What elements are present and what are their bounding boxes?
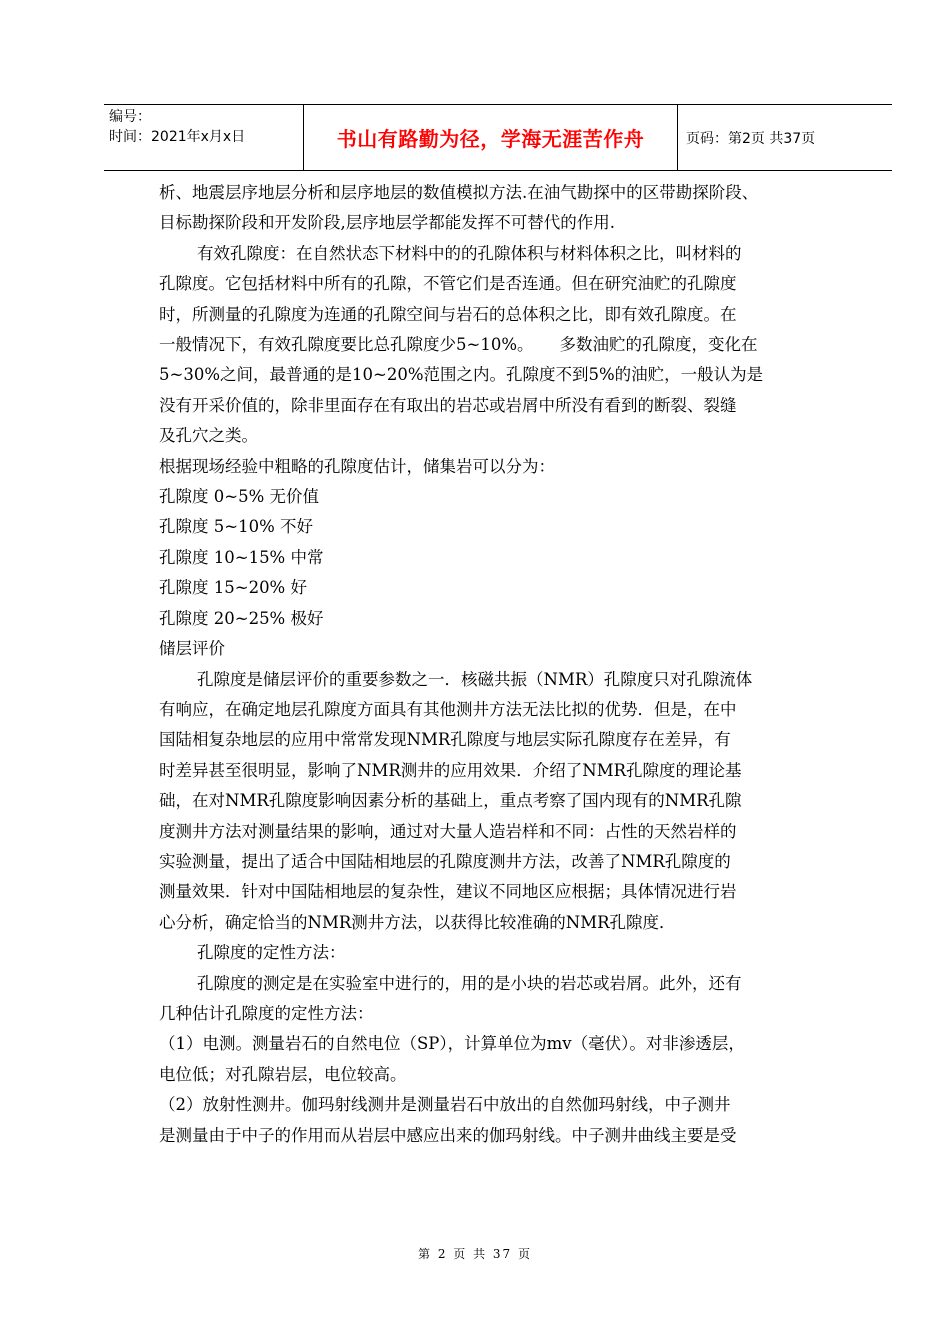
body-line: 是测量由于中子的作用而从岩层中感应出来的伽玛射线。中子测井曲线主要是受 [159,1125,737,1145]
list-item-radioactive-logging: （2）放射性测井。伽玛射线测井是测量岩石中放出的自然伽玛射线，中子测井 [159,1095,731,1115]
body-line: 几种估计孔隙度的定性方法： [159,1003,374,1023]
body-line: 时，所测量的孔隙度为连通的孔隙空间与岩石的总体积之比，即有效孔隙度。在 [159,304,737,324]
page-header [104,104,892,171]
body-line [159,330,833,360]
paragraph-effective-porosity: 有效孔隙度：在自然状态下材料中的的孔隙体积与材料体积之比，叫材料的 [197,243,742,263]
body-line: 测量效果．针对中国陆相地层的复杂性，建议不同地区应根据；具体情况进行岩 [159,882,737,902]
page-footer: 第 2 页 共 37 页 [418,1247,532,1261]
paragraph-lab-measurement: 孔隙度的测定是在实验室中进行的，用的是小块的岩芯或岩屑。此外，还有 [197,973,742,993]
header-meta [104,105,304,170]
document-body [159,178,833,1151]
document-number-label: 编号： [109,109,151,125]
header-motto: 书山有路勤为径，学海无涯苦作舟 [304,105,678,170]
section-heading-reservoir-evaluation: 储层评价 [159,639,225,659]
list-item-electric-logging: （1）电测。测量岩石的自然电位（SP），计算单位为mv（毫伏）。对非渗透层， [159,1034,745,1054]
header-page-info: 页码：第2页 共37页 [686,130,816,147]
body-line: 及孔穴之类。 [159,426,258,446]
body-line: 国陆相复杂地层的应用中常常发现NMR孔隙度与地层实际孔隙度存在差异，有 [159,730,731,750]
body-line-part: 多数油贮的孔隙度，变化在 [559,335,758,355]
body-line: 心分析，确定恰当的NMR测井方法，以获得比较准确的NMR孔隙度． [159,912,676,932]
body-line: 目标勘探阶段和开发阶段,层序地层学都能发挥不可替代的作用. [159,213,615,233]
classification-item: 孔隙度 5~10% 不好 [159,517,313,537]
classification-item: 孔隙度 15~20% 好 [159,578,307,598]
body-line-part: 一般情况下，有效孔隙度要比总孔隙度少5~10%。 [159,335,534,355]
classification-item: 孔隙度 10~15% 中常 [159,547,324,567]
classification-item: 孔隙度 20~25% 极好 [159,608,324,628]
body-line: 电位低；对孔隙岩层，电位较高。 [159,1064,407,1084]
paragraph-nmr: 孔隙度是储层评价的重要参数之一．核磁共振（NMR）孔隙度只对孔隙流体 [197,669,753,689]
body-line: 时差异甚至很明显，影响了NMR测井的应用效果．介绍了NMR孔隙度的理论基 [159,760,742,780]
body-line: 孔隙度。它包括材料中所有的孔隙，不管它们是否连通。但在研究油贮的孔隙度 [159,274,737,294]
classification-item: 孔隙度 0~5% 无价值 [159,487,319,507]
body-line: 没有开采价值的，除非里面存在有取出的岩芯或岩屑中所没有看到的断裂、裂缝 [159,395,737,415]
body-line: 5~30%之间，最普通的是10~20%范围之内。孔隙度不到5%的油贮，一般认为是 [159,365,764,385]
document-date: 时间：2021年x月x日 [109,129,246,145]
body-line: 有响应，在确定地层孔隙度方面具有其他测井方法无法比拟的优势．但是，在中 [159,699,737,719]
section-heading-qualitative-methods: 孔隙度的定性方法： [197,943,346,963]
body-line: 析、地震层序地层分析和层序地层的数值模拟方法.在油气勘探中的区带勘探阶段、 [159,183,759,202]
body-line: 础，在对NMR孔隙度影响因素分析的基础上，重点考察了国内现有的NMR孔隙 [159,791,742,811]
body-line: 实验测量，提出了适合中国陆相地层的孔隙度测井方法，改善了NMR孔隙度的 [159,851,731,871]
classification-intro: 根据现场经验中粗略的孔隙度估计，储集岩可以分为： [159,456,555,476]
body-line: 度测井方法对测量结果的影响，通过对大量人造岩样和不同：占性的天然岩样的 [159,821,737,841]
